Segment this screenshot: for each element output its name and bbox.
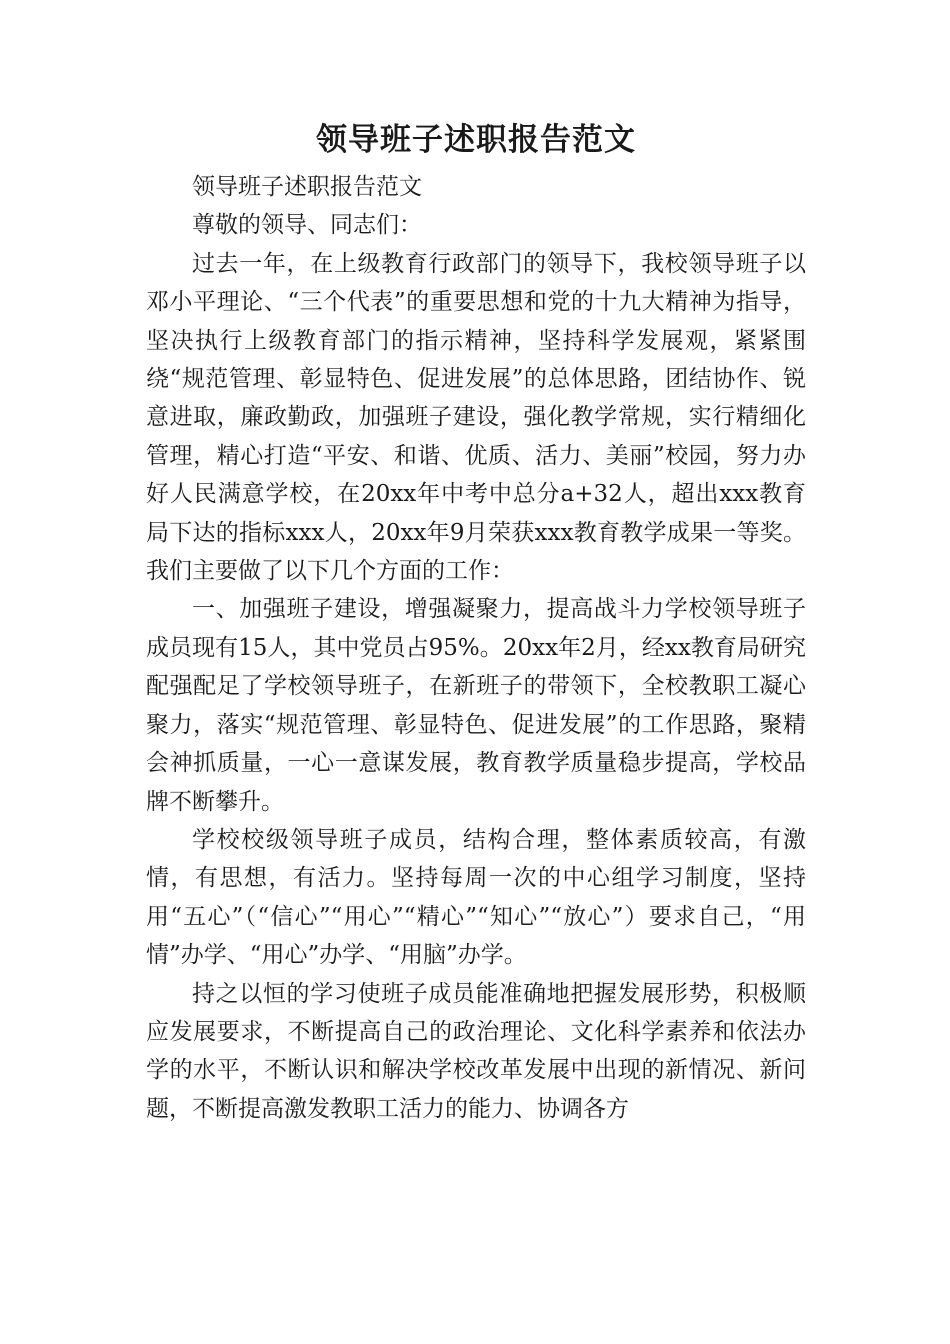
body-paragraph: 过去一年，在上级教育行政部门的领导下，我校领导班子以邓小平理论、“三个代表”的重要思想和党的十九大精神为指导，坚决执行上级教育部门的指示精神，坚持科学发展观，紧紧围绕“规范管理、彰显特色、促进发展”的总体思路，团结协作、锐意进取，廉政勤政，加强班子建设，强化教学常规，实行精细化管理，精心打造“平安、和谐、优质、活力、美丽”校园，努力办好人民满意学校，在20xx年中考中总分a+32人，超出xxx教育局下达的指标xxx人，20xx年9月荣获xxx教育教学成果一等奖。我们主要做了以下几个方面的工作： — [146, 250, 806, 585]
salutation-paragraph: 尊敬的领导、同志们： — [192, 212, 422, 239]
body-paragraph: 一、加强班子建设，增强凝聚力，提高战斗力学校领导班子成员现有15人，其中党员占95%。20xx年2月，经xx教育局研究配强配足了学校领导班子，在新班子的带领下，全校教职工凝心聚力，落实“规范管理、彰显特色、促进发展”的工作思路，聚精会神抓质量，一心一意谋发展，教育教学质量稳步提高，学校品牌不断攀升。 — [146, 596, 806, 815]
body-paragraph: 学校校级领导班子成员，结构合理，整体素质较高，有激情，有思想，有活力。坚持每周一次的中心组学习制度，坚持用“五心”（“信心”“用心”“精心”“知心”“放心”）要求自己，“用情”办学、“用心”办学、“用脑”办学。 — [146, 826, 806, 969]
body-paragraph: 持之以恒的学习使班子成员能准确地把握发展形势，积极顺应发展要求，不断提高自己的政治理论、文化科学素养和依法办学的水平，不断认识和解决学校改革发展中出现的新情况、新问题，不断提高激发教职工活力的能力、协调各方 — [146, 980, 806, 1122]
subtitle-paragraph: 领导班子述职报告范文 — [192, 174, 422, 200]
document-page — [146, 112, 806, 1128]
document-title: 领导班子述职报告范文 — [316, 122, 636, 158]
